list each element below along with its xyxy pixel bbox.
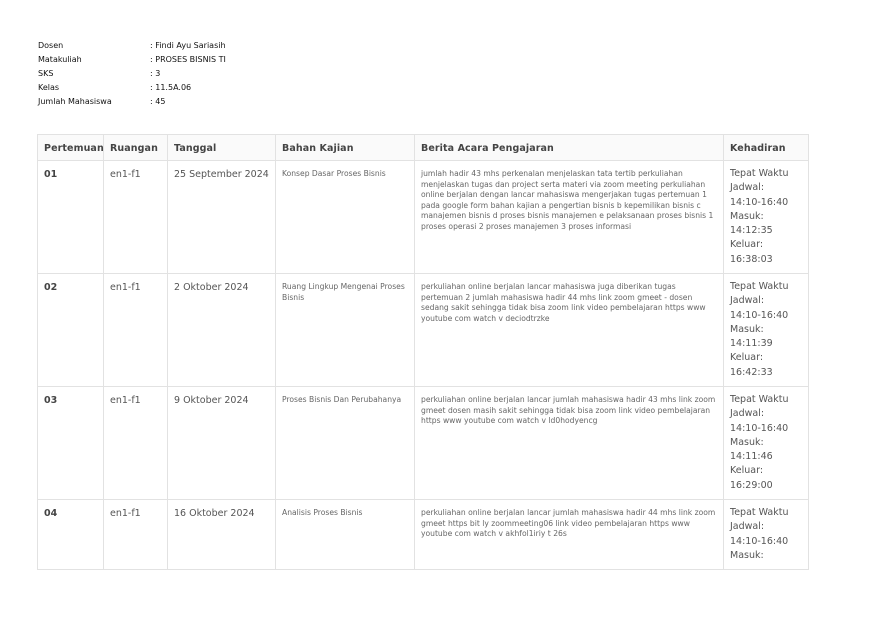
keluar-label: Keluar: (730, 239, 764, 251)
cell-berita-acara: perkuliahan online berjalan lancar jumlah mahasiswa hadir 44 mhs link zoom gmeet https bit ly zoommeeting06 link video pembelajaran https www youtube com watch v akhfol1iriy t 26s (415, 500, 724, 570)
info-value: : 45 (150, 95, 165, 109)
keluar-value: 16:38:03 (730, 253, 773, 265)
masuk-label: Masuk: (730, 436, 764, 448)
info-value: : 11.5A.06 (150, 81, 191, 95)
info-label: SKS (38, 69, 54, 78)
jadwal-value: 14:10-16:40 (730, 422, 789, 434)
cell-berita-acara: perkuliahan online berjalan lancar mahasiswa juga diberikan tugas pertemuan 2 jumlah mahasiswa hadir 44 mhs link zoom gmeet - dosen sedang sakit sehingga tidak bisa zoom link video pembelajaran https www youtube com watch v deciodtrzke (415, 274, 724, 387)
course-info (38, 39, 226, 109)
cell-pertemuan: 04 (38, 500, 104, 570)
cell-kehadiran (724, 500, 809, 570)
cell-ruangan: en1-f1 (104, 274, 168, 387)
cell-bahan-kajian: Analisis Proses Bisnis (276, 500, 415, 570)
cell-bahan-kajian: Konsep Dasar Proses Bisnis (276, 161, 415, 274)
header-berita-acara: Berita Acara Pengajaran (415, 135, 724, 161)
info-value: : 3 (150, 67, 160, 81)
cell-tanggal: 9 Oktober 2024 (168, 387, 276, 500)
masuk-value: 14:12:35 (730, 225, 773, 237)
masuk-label: Masuk: (730, 323, 764, 335)
cell-tanggal: 25 September 2024 (168, 161, 276, 274)
jadwal-label: Jadwal: (730, 521, 765, 533)
info-row-matakuliah (38, 53, 226, 67)
table-row (38, 387, 809, 500)
info-label: Jumlah Mahasiswa (38, 97, 112, 106)
cell-pertemuan: 03 (38, 387, 104, 500)
cell-ruangan: en1-f1 (104, 161, 168, 274)
header-ruangan: Ruangan (104, 135, 168, 161)
cell-kehadiran (724, 387, 809, 500)
table-row (38, 500, 809, 570)
info-value: : PROSES BISNIS TI (150, 53, 226, 67)
cell-ruangan: en1-f1 (104, 500, 168, 570)
status-label: Tepat Waktu (730, 394, 789, 405)
info-label: Dosen (38, 41, 64, 50)
jadwal-value: 14:10-16:40 (730, 196, 789, 208)
keluar-label: Keluar: (730, 352, 764, 364)
header-pertemuan: Pertemuan (38, 135, 104, 161)
info-row-dosen (38, 39, 226, 53)
jadwal-label: Jadwal: (730, 408, 765, 420)
info-row-jumlah-mahasiswa (38, 95, 226, 109)
cell-pertemuan: 02 (38, 274, 104, 387)
masuk-label: Masuk: (730, 549, 764, 561)
masuk-label: Masuk: (730, 210, 764, 222)
cell-kehadiran (724, 161, 809, 274)
header-tanggal: Tanggal (168, 135, 276, 161)
jadwal-label: Jadwal: (730, 295, 765, 307)
table-row (38, 274, 809, 387)
status-label: Tepat Waktu (730, 168, 789, 179)
table-row (38, 161, 809, 274)
table-header-row (38, 135, 809, 161)
info-value: : Findi Ayu Sariasih (150, 39, 226, 53)
info-label: Kelas (38, 83, 60, 92)
info-row-sks (38, 67, 226, 81)
masuk-value: 14:11:46 (730, 451, 773, 463)
info-row-kelas (38, 81, 226, 95)
cell-berita-acara: jumlah hadir 43 mhs perkenalan menjelaskan tata tertib perkuliahan menjelaskan tugas dan project serta materi via zoom meeting perkuliahan online berjalan dengan lancar mahasiswa mengerjakan tugas pertemuan 1 pada google form bahan kajian a pengertian bisnis b kepemilikan bisnis c manajemen bisnis d proses bisnis manajemen e pelaksanaan proses bisnis 1 proses operasi 2 proses manajemen 3 proses informasi (415, 161, 724, 274)
info-label: Matakuliah (38, 55, 82, 64)
keluar-value: 16:42:33 (730, 366, 773, 378)
header-kehadiran: Kehadiran (724, 135, 809, 161)
cell-tanggal: 16 Oktober 2024 (168, 500, 276, 570)
keluar-label: Keluar: (730, 465, 764, 477)
attendance-table (37, 134, 809, 570)
status-label: Tepat Waktu (730, 281, 789, 292)
cell-ruangan: en1-f1 (104, 387, 168, 500)
keluar-value: 16:29:00 (730, 479, 773, 491)
header-bahan-kajian: Bahan Kajian (276, 135, 415, 161)
cell-bahan-kajian: Ruang Lingkup Mengenai Proses Bisnis (276, 274, 415, 387)
status-label: Tepat Waktu (730, 507, 789, 518)
cell-bahan-kajian: Proses Bisnis Dan Perubahanya (276, 387, 415, 500)
cell-tanggal: 2 Oktober 2024 (168, 274, 276, 387)
cell-berita-acara: perkuliahan online berjalan lancar jumlah mahasiswa hadir 43 mhs link zoom gmeet dosen masih sakit sehingga tidak bisa zoom link video pembelajaran https www youtube com watch v ld0hodyencg (415, 387, 724, 500)
jadwal-value: 14:10-16:40 (730, 309, 789, 321)
jadwal-value: 14:10-16:40 (730, 535, 789, 547)
cell-kehadiran (724, 274, 809, 387)
masuk-value: 14:11:39 (730, 338, 773, 350)
cell-pertemuan: 01 (38, 161, 104, 274)
jadwal-label: Jadwal: (730, 182, 765, 194)
